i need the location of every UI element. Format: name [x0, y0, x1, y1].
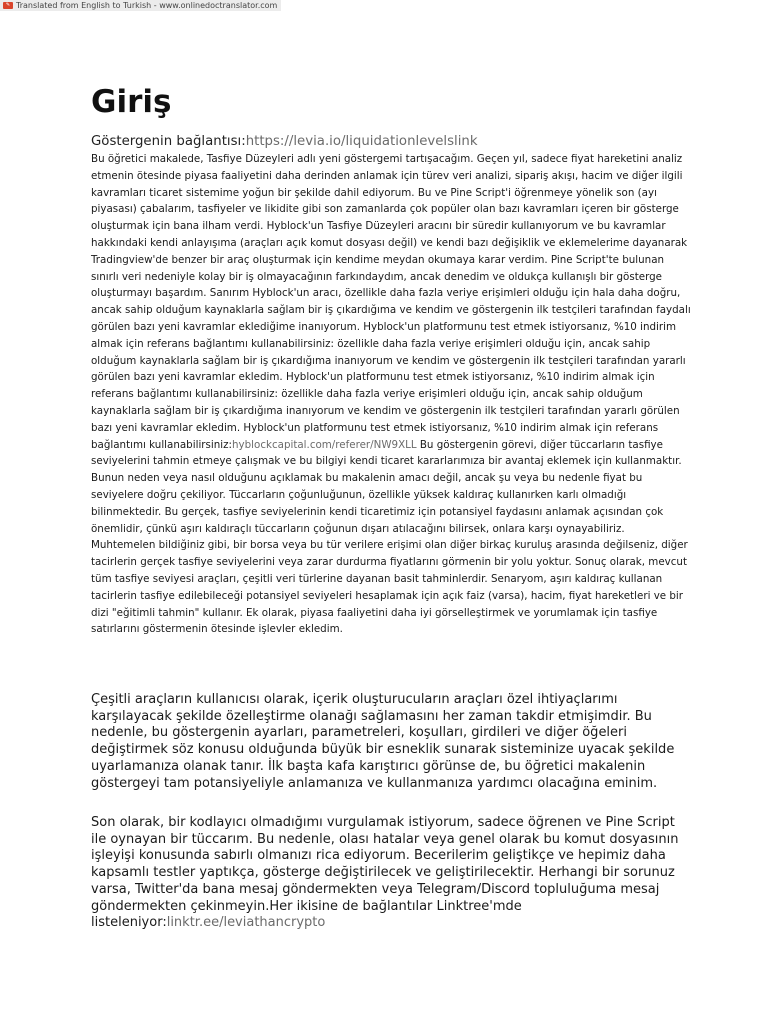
intro-text: Bu öğretici makalede, Tasfiye Düzeyleri adlı yeni göstergemi tartışacağım. Geçen yıl, sadece fiyat hareketini analiz etmenin ötesinde piyasa faaliyetini daha derinden anlamak için türev veri analizi, sipariş akışı, hacim ve diğer ilgili kavramları ticaret sistemime yoğun bir şekilde dahil ediyorum. Bu ve Pine Script'i öğrenmeye yönelik son (ayı piyasası) çabalarım, tasfiyeler ve likidite gibi son zamanlarda çok popüler olan bazı kavramları içeren bir gösterge oluşturmak için bana ilham verdi. Hyblock'un Tasfiye Düzeyleri aracını bir süredir kullanıyorum ve bu kavramlar hakkındaki kendi anlayışıma (araçları açık komut dosyası değil) ve kendi bazı değişiklik ve eklemelerime dayanarak Tradingview'de benzer bir araç oluşturmak için kendime meydan okumaya karar verdim. Pine Script'te bulunan sınırlı veri nedeniyle kolay bir iş olmayacağının farkındaydım, ancak denedim ve oldukça kullanışlı bir gösterge oluşturmayı başardım. Sanırım Hyblock'un aracı, özellikle daha fazla veriye erişimleri olduğu için hala daha doğru, ancak sahip olduğum kaynaklarla sağlam bir iş çıkardığıma ve kendim ve göstergenin ilk testçileri tarafından faydalı görülen bazı yeni kavramlar eklediğime inanıyorum. Hyblock'un platformunu test etmek istiyorsanız, %10 indirim almak için referans bağlantımı kullanabilirsiniz: özellikle daha fazla veriye erişimleri olduğu için, ancak sahip olduğum kaynaklarla sağlam bir iş çıkardığıma inanıyorum ve kendim ve göstergenin ilk testçileri tarafından yararlı görülen bazı yeni kavramlar ekledim. Hyblock'un platformunu test etmek istiyorsanız, %10 indirim almak için referans bağlantımı kullanabilirsiniz: özellikle daha fazla veriye erişimleri olduğu için, ancak sahip olduğum kaynaklarla sağlam bir iş çıkardığıma inanıyorum ve kendim ve göstergenin ilk testçileri tarafından yararlı görülen bazı yeni kavramlar ekledim. Hyblock'un platformunu test etmek istiyorsanız, %10 indirim almak için referans bağlantımı kullanabilirsiniz:: [91, 153, 691, 451]
intro-text-continued: Bu göstergenin görevi, diğer tüccarların tasfiye seviyelerini tahmin etmeye çalışmak ve bu bilgiyi kendi ticaret kararlarımıza bir avantaj eklemek için kullanmaktır. Bunun neden veya nasıl olduğunu açıklamak bu makalenin amacı değil, ancak şu veya bu nedenle fiyat bu seviyelere doğru çekiliyor. Tüccarların çoğunluğunun, özellikle yüksek kaldıraç kullanırken karlı olmadığı bilinmektedir. Bu gerçek, tasfiye seviyelerinin kendi ticaretimiz için potansiyel faydasını anlamak açısından çok önemlidir, çünkü aşırı kaldıraçlı tüccarların çoğunun dışarı atılacağını bilirsek, onlara karşı oynayabiliriz. Muhtemelen bildiğiniz gibi, bir borsa veya bu tür verilere erişimi olan diğer birkaç kuruluş arasında değilseniz, diğer tacirlerin gerçek tasfiye seviyelerini veya zarar durdurma fiyatlarını görmenin bir yolu yoktur. Sonuç olarak, mevcut tüm tasfiye seviyesi araçları, çeşitli veri türlerine dayanan basit tahminlerdir. Senaryom, aşırı kaldıraç kullanan tacirlerin tasfiye edilebileceği potansiyel seviyeleri hesaplamak için açık faiz (varsa), hacim, fiyat hareketleri ve bir dizi "eğitimli tahmin" kullanır. Ek olarak, piyasa faaliyetini daha iyi görselleştirmek ve yorumlamak için tasfiye satırlarını göstermenin ötesinde işlevler ekledim.: [91, 438, 688, 636]
closing-paragraph: [91, 815, 691, 932]
customization-paragraph: Çeşitli araçların kullanıcısı olarak, içerik oluşturucuların araçları özel ihtiyaçlarımı karşılayacak şekilde özelleştirme olanağı sağlamasını her zaman takdir etmişimdir. Bu nedenle, bu göstergenin ayarları, parametreleri, koşulları, girdileri ve diğer öğeleri değiştirmek söz konusu olduğunda büyük bir esneklik sunarak sisteminize uyacak şekilde uyarlamanıza olanak tanır. İlk başta kafa karıştırıcı görünse de, bu öğretici makalenin göstergeyi tam potansiyeliyle anlamanıza ve kullanmanıza yardımcı olacağına eminim.: [91, 692, 675, 791]
indicator-link[interactable]: https://levia.io/liquidationlevelslink: [245, 134, 478, 149]
indicator-link-line: [91, 134, 478, 149]
linktree-link[interactable]: linktr.ee/leviathancrypto: [166, 915, 326, 931]
doc-translator-logo-icon: ✎: [3, 2, 13, 9]
intro-paragraph: [91, 151, 691, 638]
page-title: Giriş: [91, 84, 172, 120]
referral-link[interactable]: hyblockcapital.com/referer/NW9XLL: [232, 438, 417, 451]
translation-banner-text: Translated from English to Turkish - www.onlinedoctranslator.com: [16, 1, 278, 10]
closing-text: Son olarak, bir kodlayıcı olmadığımı vurgulamak istiyorum, sadece öğrenen ve Pine Script ile oynayan bir tüccarım. Bu nedenle, olası hatalar veya genel olarak bu komut dosyasının işleyişi konusunda sabırlı olmanızı rica ediyorum. Becerilerim geliştikçe ve hepimiz daha kapsamlı testler yaptıkça, gösterge değiştirilecek ve geliştirilecektir. Herhangi bir sorunuz varsa, Twitter'da bana mesaj göndermekten veya Telegram/Discord topluluğuma mesaj göndermekten çekinmeyin.Her ikisine de bağlantılar Linktree'mde listeleniyor:: [91, 815, 679, 931]
translation-banner[interactable]: [0, 0, 281, 11]
indicator-label: Göstergenin bağlantısı:: [91, 134, 246, 149]
